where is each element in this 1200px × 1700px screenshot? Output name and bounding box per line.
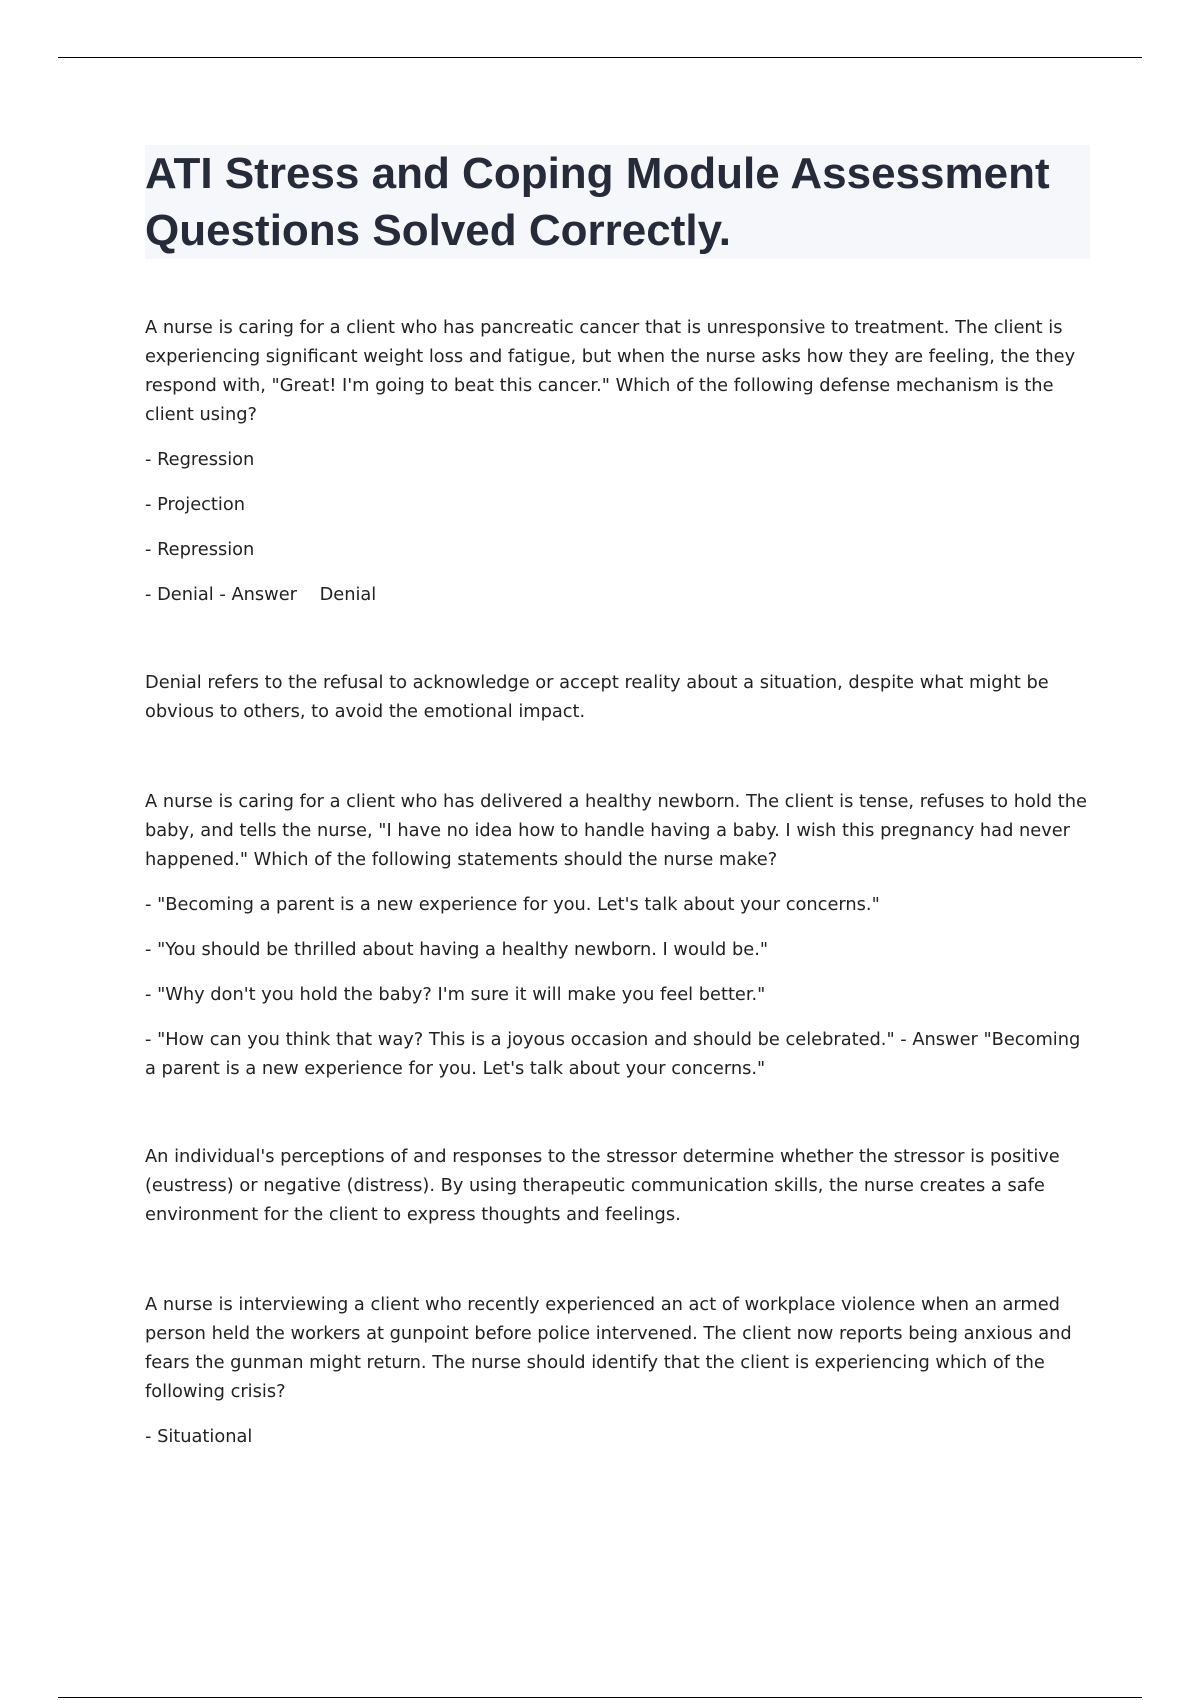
answer-option: - "How can you think that way? This is a joyous occasion and should be celebrated." - Answer "Becoming a parent is a new experience for you. Let's talk about your concerns." — [145, 1029, 1081, 1079]
page-title: ATI Stress and Coping Module Assessment Questions Solved Correctly. — [145, 145, 1090, 259]
question-3 — [145, 1290, 1090, 1451]
bottom-rule — [58, 1697, 1142, 1698]
explanation-text: Denial refers to the refusal to acknowledge or accept reality about a situation, despite what might be obvious to others, to avoid the emotional impact. — [145, 672, 1049, 722]
question-text: A nurse is caring for a client who has delivered a healthy newborn. The client is tense, refuses to hold the baby, and tells the nurse, "I have no idea how to handle having a baby. I wish this pregnancy had never happened." Which of the following statements should the nurse make? — [145, 791, 1087, 870]
question-text: A nurse is caring for a client who has pancreatic cancer that is unresponsive to treatment. The client is experiencing significant weight loss and fatigue, but when the nurse asks how they are feeling, the they respond with, "Great! I'm going to beat this cancer." Which of the following defense mechanism is the client using? — [145, 317, 1076, 425]
document-body — [145, 145, 1090, 1451]
answer-option: - "You should be thrilled about having a healthy newborn. I would be." — [145, 939, 769, 960]
answer-option: - Projection — [145, 494, 245, 515]
answer-option: - "Why don't you hold the baby? I'm sure it will make you feel better." — [145, 984, 766, 1005]
explanation-text: An individual's perceptions of and responses to the stressor determine whether the stressor is positive (eustress) or negative (distress). By using therapeutic communication skills, the nurse creates a safe environment for the client to express thoughts and feelings. — [145, 1146, 1060, 1225]
question-1 — [145, 313, 1090, 726]
answer-option: - Repression — [145, 539, 255, 560]
answer-option: - Denial - Answer Denial — [145, 584, 377, 605]
question-text: A nurse is interviewing a client who recently experienced an act of workplace violence when an armed person held the workers at gunpoint before police intervened. The client now reports being anxious and fears the gunman might return. The nurse should identify that the client is experiencing which of the following crisis? — [145, 1294, 1072, 1402]
top-rule — [58, 57, 1142, 58]
question-2 — [145, 787, 1090, 1229]
answer-option: - "Becoming a parent is a new experience for you. Let's talk about your concerns." — [145, 894, 880, 915]
answer-option: - Regression — [145, 449, 255, 470]
answer-option: - Situational — [145, 1426, 253, 1447]
